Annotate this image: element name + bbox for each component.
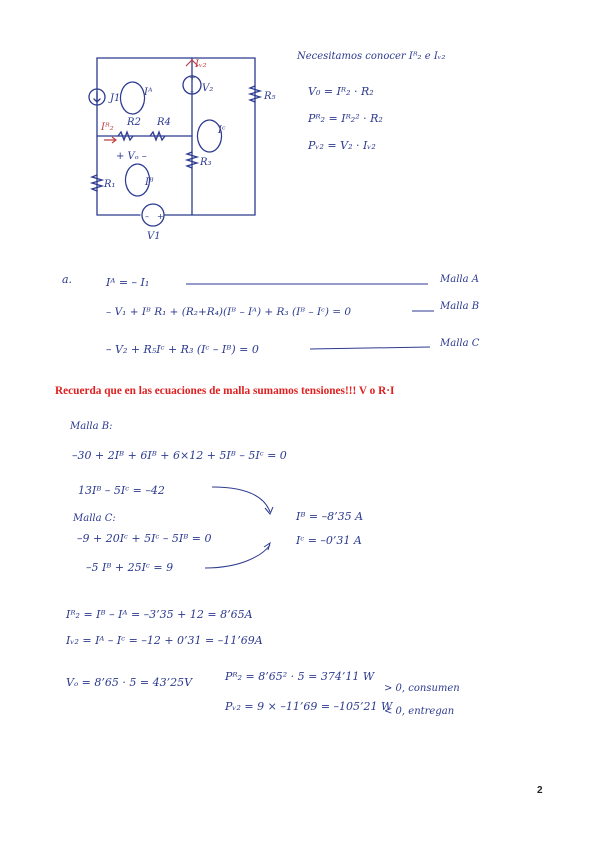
result-ir2: Iᴿ₂ = Iᴮ – Iᴬ = –3’35 + 12 = 8’65A [66, 608, 253, 621]
malla-b-tag: Malla B [440, 301, 480, 312]
result-ic: Iᶜ = –0’31 A [296, 534, 362, 547]
label-r5: R₅ [264, 91, 276, 102]
equation-malla-c: – V₂ + R₅Iᶜ + R₃ (Iᶜ – Iᴮ) = 0 [106, 343, 259, 356]
malla-c-tag: Malla C [440, 338, 480, 349]
label-ia: Iᴬ [144, 87, 153, 98]
red-reminder-note: Recuerda que en las ecuaciones de malla sumamos tensiones!!! V o R·I [55, 385, 395, 397]
notes-heading: Necesitamos conocer Iᴿ₂ e Iᵥ₂ [297, 51, 446, 62]
label-ic: Iᶜ [218, 125, 226, 136]
label-ib: Iᴮ [145, 177, 154, 188]
result-vo: Vₒ = 8’65 · 5 = 43’25V [66, 676, 193, 689]
formula-vo: V₀ = Iᴿ₂ · R₂ [308, 85, 374, 98]
malla-b-simplified: 13Iᴮ – 5Iᶜ = –42 [78, 484, 165, 497]
label-v2: V₂ [202, 83, 214, 94]
equation-malla-a: Iᴬ = – I₁ [106, 276, 150, 289]
label-r3: R₃ [200, 157, 212, 168]
label-iv2: Iᵥ₂ [195, 59, 207, 70]
malla-b-equation: –30 + 2Iᴮ + 6Iᴮ + 6×12 + 5Iᴮ – 5Iᶜ = 0 [72, 449, 287, 462]
malla-c-simplified: –5 Iᴮ + 25Iᶜ = 9 [86, 561, 174, 574]
formula-pr2: Pᴿ₂ = Iᴿ₂² · R₂ [308, 112, 383, 125]
label-ir2: Iᴿ₂ [101, 122, 114, 133]
svg-text:+: + [157, 212, 164, 221]
note-positive: > 0, consumen [384, 683, 460, 694]
page-number: 2 [537, 785, 543, 796]
result-pv2: Pᵥ₂ = 9 × –11’69 = –105’21 W [225, 700, 393, 713]
malla-b-label: Malla B: [70, 421, 113, 432]
svg-text:–: – [190, 87, 194, 96]
label-r1: R₁ [104, 179, 116, 190]
label-vo: + Vₒ – [116, 151, 147, 162]
label-v1: V1 [147, 231, 161, 242]
svg-text:+: + [189, 73, 196, 82]
result-ib: Iᴮ = –8’35 A [296, 510, 364, 523]
malla-a-tag: Malla A [440, 274, 479, 285]
result-pr2: Pᴿ₂ = 8’65² · 5 = 374’11 W [225, 670, 375, 683]
note-negative: < 0, entregan [384, 706, 455, 717]
malla-c-equation: –9 + 20Iᶜ + 5Iᶜ – 5Iᴮ = 0 [77, 532, 212, 545]
label-r4: R4 [157, 117, 171, 128]
label-r2: R2 [127, 117, 141, 128]
label-j1: J1 [110, 93, 121, 104]
formula-pv2: Pᵥ₂ = V₂ · Iᵥ₂ [308, 139, 376, 152]
equation-malla-b: – V₁ + Iᴮ R₁ + (R₂+R₄)(Iᴮ – Iᴬ) + R₃ (Iᴮ – Iᶜ) = 0 [106, 306, 352, 318]
result-iv2: Iᵥ₂ = Iᴬ – Iᶜ = –12 + 0’31 = –11’69A [66, 634, 263, 647]
svg-text:–: – [145, 212, 149, 221]
part-a-label: a. [62, 273, 73, 286]
malla-c-label: Malla C: [73, 513, 116, 524]
